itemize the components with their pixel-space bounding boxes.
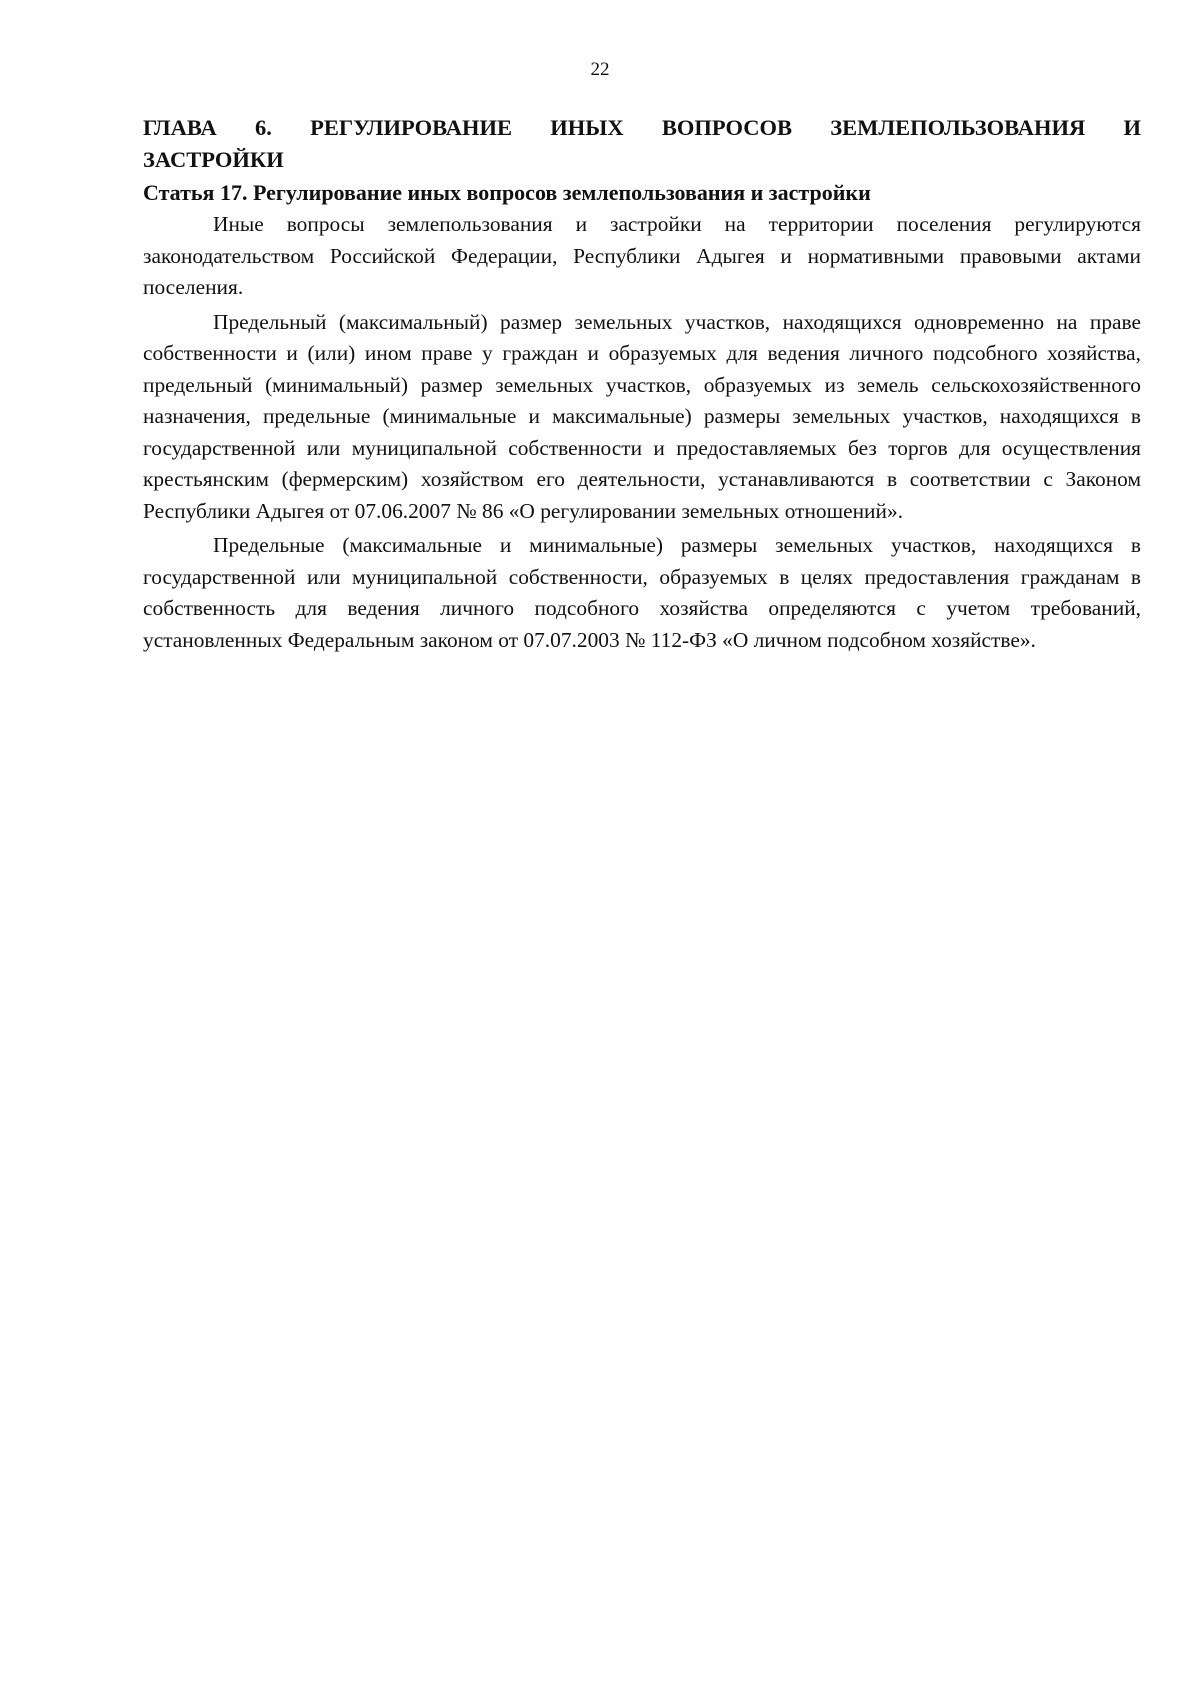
paragraph-1: Иные вопросы землепользования и застройки на территории поселения регулируются законодательством Российской Федерации, Республики Адыгея и нормативными правовыми актами поселения. bbox=[143, 212, 1141, 299]
paragraph-2: Предельный (максимальный) размер земельных участков, находящихся одновременно на праве собственности и (или) ином праве у граждан и образуемых для ведения личного подсобного хозяйства, предельный (минимальный) размер земельных участков, образуемых из земель сельскохозяйственного назначения, предельные (минимальные и максимальные) размеры земельных участков, находящихся в государственной или муниципальной собственности и предоставляемых без торгов для осуществления крестьянским (фермерским) хозяйством его деятельности, устанавливаются в соответствии с Законом Республики Адыгея от 07.06.2007 № 86 «О регулировании земельных отношений». bbox=[143, 309, 1141, 523]
chapter-title bbox=[143, 112, 1141, 176]
chapter-title-line-2: ЗАСТРОЙКИ bbox=[143, 147, 284, 172]
paragraph-3: Предельные (максимальные и минимальные) размеры земельных участков, находящихся в государственной или муниципальной собственности, образуемых в целях предоставления гражданам в собственность для ведения личного подсобного хозяйства определяются с учетом требований, установленных Федеральным законом от 07.07.2003 № 112-ФЗ «О личном подсобном хозяйстве». bbox=[143, 533, 1141, 652]
chapter-title-line-1: ГЛАВА 6. РЕГУЛИРОВАНИЕ ИНЫХ ВОПРОСОВ ЗЕМЛЕПОЛЬЗОВАНИЯ И bbox=[143, 115, 1141, 140]
article-title: Статья 17. Регулирование иных вопросов землепользования и застройки bbox=[143, 180, 871, 205]
page-number: 22 bbox=[590, 59, 610, 80]
document-body bbox=[143, 112, 1141, 656]
